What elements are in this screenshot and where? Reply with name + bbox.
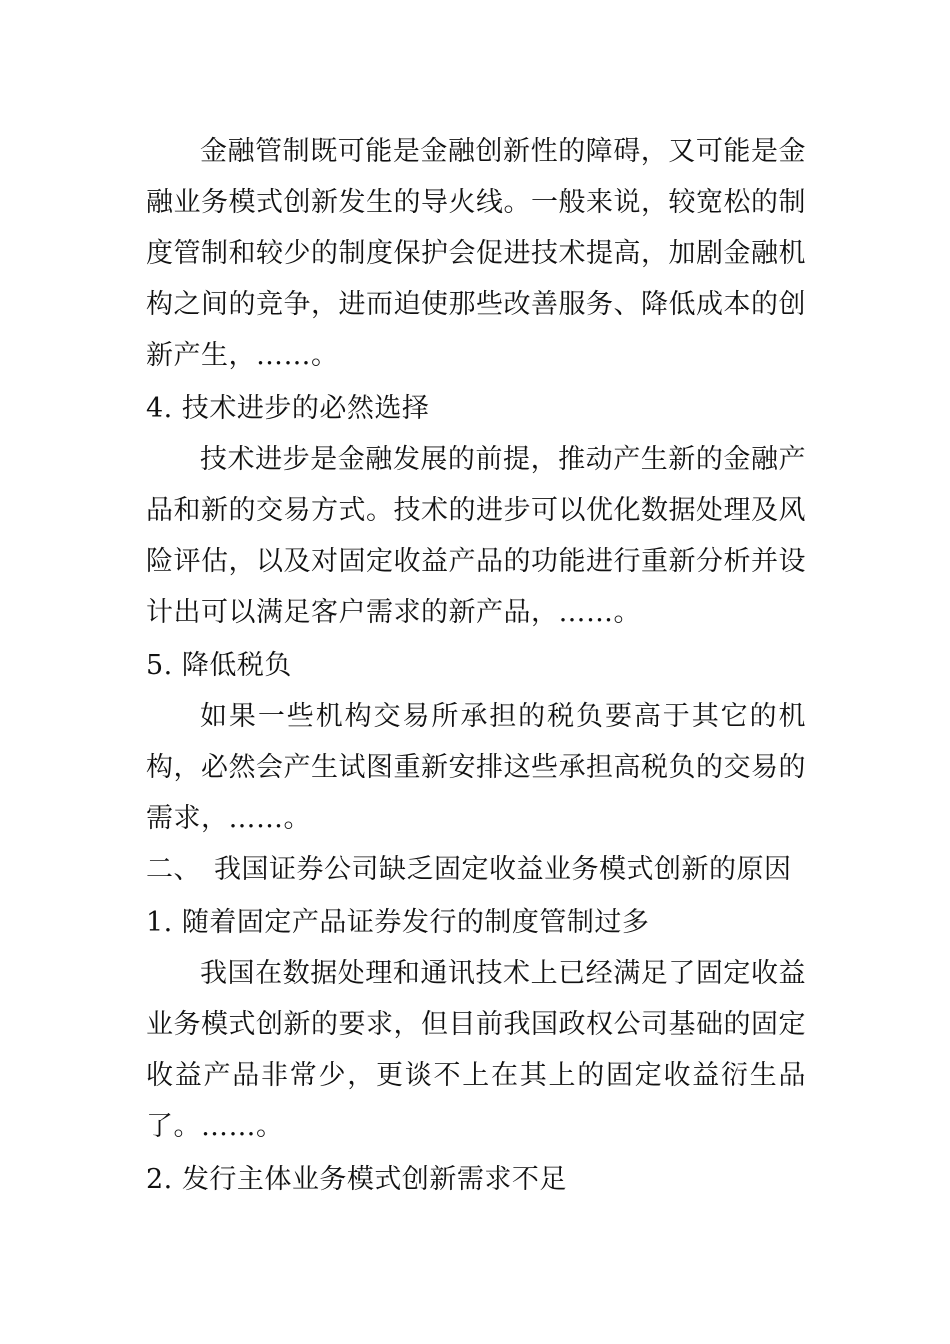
- paragraph-regulation-excess: 我国在数据处理和通讯技术上已经满足了固定收益业务模式创新的要求，但目前我国政权公司基础的固定收益产品非常少，更谈不上在其上的固定收益衍生品了。……。: [146, 958, 806, 1142]
- heading-section-two: [146, 844, 806, 895]
- paragraph-reduce-tax: 如果一些机构交易所承担的税负要高于其它的机构，必然会产生试图重新安排这些承担高税负的交易的需求，……。: [146, 701, 806, 834]
- heading-reduce-tax: 5. 降低税负: [146, 650, 292, 681]
- paragraph-tech-progress: 技术进步是金融发展的前提，推动产生新的金融产品和新的交易方式。技术的进步可以优化数据处理及风险评估，以及对固定收益产品的功能进行重新分析并设计出可以满足客户需求的新产品，……。: [146, 444, 806, 628]
- section-number: 二、: [146, 854, 201, 885]
- heading-regulation-excess: 1. 随着固定产品证券发行的制度管制过多: [146, 907, 650, 938]
- heading-issuer-demand: 2. 发行主体业务模式创新需求不足: [146, 1164, 567, 1195]
- heading-tech-progress: 4. 技术进步的必然选择: [146, 393, 430, 424]
- document-body: [146, 126, 806, 1205]
- section-title: 我国证券公司缺乏固定收益业务模式创新的原因: [214, 854, 792, 885]
- paragraph-financial-regulation: 金融管制既可能是金融创新性的障碍，又可能是金融业务模式创新发生的导火线。一般来说，较宽松的制度管制和较少的制度保护会促进技术提高，加剧金融机构之间的竞争，进而迫使那些改善服务、降低成本的创新产生，……。: [146, 136, 806, 371]
